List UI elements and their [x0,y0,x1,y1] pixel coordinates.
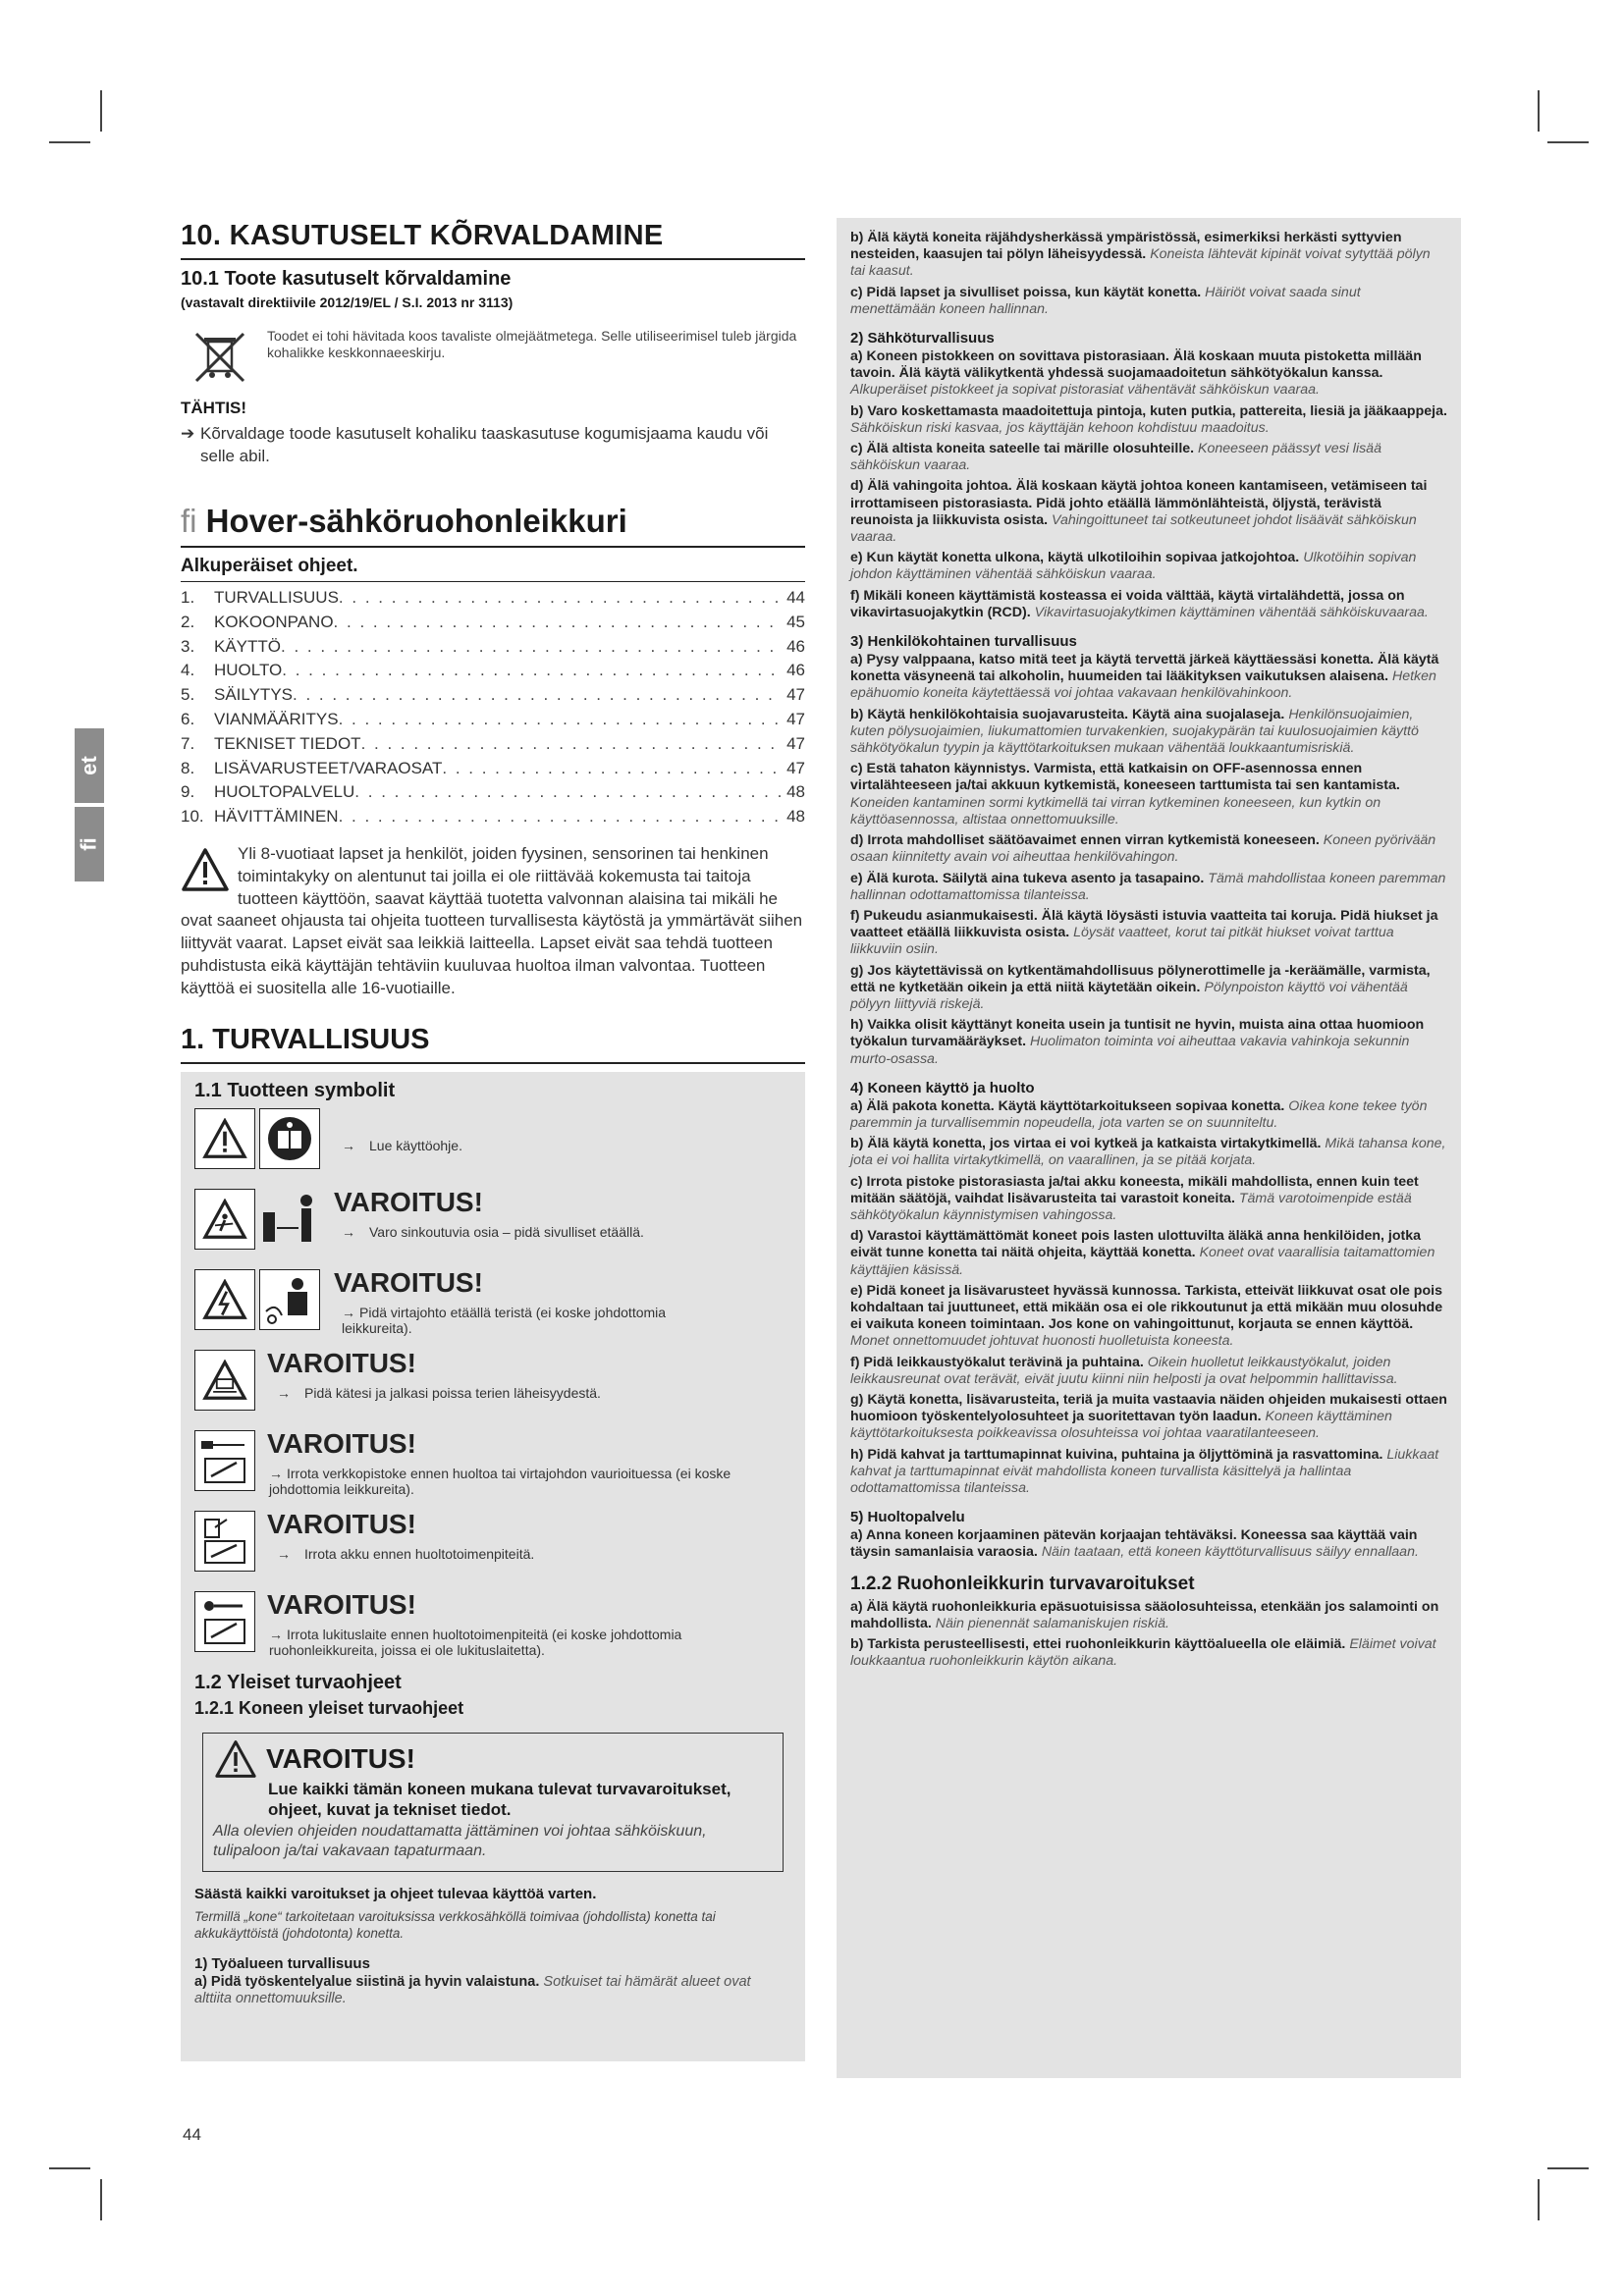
item-italic: Koneiden kantaminen sormi kytkimellä tai virran kytkeminen koneeseen, kun kytkin on käyttöasennossa, altistaa onnettomuuksille. [850,794,1381,828]
symbol-row [194,1266,791,1338]
safety-item [850,1098,1447,1132]
item-bold: b) Älä käytä konetta, jos virtaa ei voi kytkeä ja katkaista virtakytkimellä. [850,1136,1322,1152]
safety-item [850,230,1447,281]
safety-item [850,707,1447,758]
toc-leader [339,708,782,732]
symbol-text: Irrota lukituslaite ennen huoltotoimenpiteitä (ei koske johdottomia ruohonleikkureita, joissa ei ole lukituslaitetta). [269,1626,682,1658]
toc-leader [339,805,782,829]
arrow-icon: ➔ [181,424,195,443]
symbol-text: Pidä kätesi ja jalkasi poissa terien läheisyydestä. [304,1384,601,1401]
item-italic: Hetken epähuomio koneita käytettäessä voi johtaa vakavaan henkilövahinkoon. [850,668,1436,702]
electric-shock-icon [194,1269,255,1330]
item-bold: a) Älä käytä ruohonleikkuria epäsuotuisissa sääolosuhteissa, etenkään jos salamointi on mahdollista. [850,1598,1439,1631]
crop-mark [100,90,102,132]
item-italic: Sotkuiset tai hämärät alueet ovat alttiita onnettomuuksille. [194,1973,751,2007]
safety-item [850,832,1447,866]
toc-title: TURVALLISUUS [214,588,339,607]
toc-num: 8. [181,758,195,777]
symbol-title: VAROITUS! [267,1427,416,1459]
crop-mark [1547,141,1589,143]
symbol-title: VAROITUS! [267,1508,416,1539]
warning-bold-text: Lue kaikki tämän koneen mukana tulevat turvavaroitukset, ohjeet, kuvat ja tekniset tiedot. [268,1779,731,1819]
item-italic: Huolimaton toiminta voi aiheuttaa vakavia vahinkoja sekunnin murto-osassa. [850,1034,1410,1067]
page-number: 44 [183,2125,201,2144]
safety-item [850,1228,1447,1279]
item-italic: Vahingoittuneet tai sotkeutuneet johdot lisäävät sähköiskun vaaraa. [850,511,1417,546]
item-italic: Henkilönsuojaimien, kuten pölysuojaimien, liukumattomien turvakenkien, suojakypärän tai kuulosuojaimien käyttö sähkötyökalun tyypin ja käyttötarkoituksen mukaan vähentää loukkaantumisriskiä. [850,706,1419,757]
toc-title: HÄVITTÄMINEN [214,807,339,827]
safety-item [850,908,1447,959]
item-italic: Sähköiskun riski kasvaa, jos käyttäjän kehoon kohdistuu maadoitus. [850,419,1270,436]
crop-mark [1538,90,1540,132]
toc-leader [282,659,782,683]
symbol-text: Pidä virtajohto etäällä teristä (ei koske johdottomia leikkureita). [342,1304,667,1336]
item-bold: c) Estä tahaton käynnistys. Varmista, että katkaisin on OFF-asennossa ennen virtalähteeseen ja/tai akkuun kytkemistä, koneeseen tarttumista tai sen kantamista. [850,761,1400,794]
remove-battery-icon [194,1511,255,1572]
arrow-icon: → [342,1137,355,1153]
safety-item [850,403,1447,437]
lang-tab-et[interactable] [75,728,104,803]
symbol-row [194,1588,791,1660]
symbol-text: Varo sinkoutuvia osia – pidä sivulliset etäällä. [369,1223,644,1240]
item-bold: b) Tarkista perusteellisesti, ettei ruohonleikkurin käyttöalueella ole eläimiä. [850,1636,1346,1653]
crop-mark [1547,2167,1589,2169]
safety-item [850,1392,1447,1443]
item-bold: c) Älä altista koneita sateelle tai märille olosuhteille. [850,441,1195,457]
hands-feet-blade-icon [194,1350,255,1411]
item-italic: Löysät vaatteet, korut tai pitkät hiukset voivat tarttua liikkuviin osiin. [850,925,1394,958]
toc-title: HUOLTO [214,661,283,680]
lang-tab-label: fi [76,837,101,851]
toc-num: 1. [181,588,195,607]
weee-notice [181,328,805,387]
warning-triangle-icon [181,847,230,892]
toc-title: VIANMÄÄRITYS [214,709,339,728]
product-title-text: Hover-sähköruohonleikkuri [205,503,627,539]
toc-num: 3. [181,636,195,656]
read-manual-icon [259,1108,320,1169]
safety-item [850,871,1447,904]
work-area-title: 1) Työalueen turvallisuus [194,1954,370,1972]
toc-num: 10. [181,807,204,827]
item-italic: Koneet ovat vaarallisia taitamattomien käyttäjien käsissä. [850,1245,1435,1278]
item-italic: Oikein huolletut leikkaustyökalut, joiden leikkausreunat ovat terävät, eivät juutu kiinni niin helposti ja ovat helpommin hallittavissa. [850,1354,1398,1387]
item-bold: d) Irrota mahdolliset säätöavaimet ennen virran kytkemistä koneeseen. [850,832,1320,849]
toc-page: 47 [786,733,805,753]
toc-title: LISÄVARUSTEET/VARAOSAT [214,758,443,777]
item-italic: Alkuperäiset pistokkeet ja sopivat pistorasiat vähentävät sähköiskun vaaraa. [850,382,1320,399]
item-bold: f) Pukeudu asianmukaisesti. Älä käytä löysästi istuvia vaatteita tai koruja. Pidä hiukset ja vaatteet etäällä liikkuvista osista. [850,907,1438,941]
safety-item [850,1599,1447,1632]
symbol-title: VAROITUS! [267,1588,416,1620]
symbol-text: Irrota akku ennen huoltotoimenpiteitä. [304,1545,535,1562]
subsection-heading: 1.2.2 Ruohonleikkurin turvavaroitukset [850,1573,1195,1594]
arrow-icon: → [269,1465,283,1481]
directive-text: (vastavalt direktiivile 2012/19/EL / S.I. 2013 nr 3113) [181,294,514,310]
section-heading: 3) Henkilökohtainen turvallisuus [850,633,1077,651]
arrow-icon: → [269,1626,283,1642]
item-italic: Oikea kone tekee työn paremmin ja turvallisemmin nopeudella, jota varten se on suunniteltu. [850,1097,1428,1131]
disposal-subtitle: 10.1 Toote kasutuselt kõrvaldamine [181,268,512,290]
item-bold: e) Kun käytät konetta ulkona, käytä ulkotiloihin sopivaa jatkojohtoa. [850,550,1300,566]
toc-leader [293,683,782,708]
remove-key-icon [194,1591,255,1652]
toc-leader [334,611,782,635]
important-text [181,422,805,467]
section-heading: 4) Koneen käyttö ja huolto [850,1079,1035,1096]
toc-title: SÄILYTYS [214,685,293,705]
safety-item [850,1527,1447,1561]
warning-triangle-icon [213,1739,258,1779]
item-italic: Näin taataan, että koneen käyttöturvallisuus säilyy ennallaan. [1041,1544,1419,1561]
thrown-objects-icon [194,1189,255,1250]
item-italic: Tämä mahdollistaa koneen paremman hallinnan odottamattomissa tilanteissa. [850,870,1446,903]
item-bold: e) Pidä koneet ja lisävarusteet hyvässä kunnossa. Tarkista, etteivät liikkuvat osat ole pois kohdaltaan tai juuttuneet, että mikään osa ei ole rikkoutunut ja että mikään muu olosuhde ei vaikuta koneen toimintaan. Jos kone on vahingoittunut, korjauta se ennen käyttöä. [850,1282,1443,1333]
safety-item [850,441,1447,474]
keep-distance-icon [259,1189,320,1250]
toc-item[interactable] [181,732,805,757]
item-italic: Koneista lähtevät kipinät voivat sytyttää pölyn tai kaasut. [850,246,1431,280]
children-warning-text: Yli 8-vuotiaat lapset ja henkilöt, joiden fyysinen, sensorinen tai henkinen toimintakyky on alentunut tai joilla ei ole riittävää kokemusta tai taitoja tuotteen käyttöön, saavat käyttää tuotetta valvonnan alaisina tai mikäli he ovat saaneet ohjausta tai ohjeita tuotteen turvallisesta käytöstä ja ymmärtävät siihen liittyvät vaarat. Lapset eivät saa leikkiä laitteella. Lapset eivät saa tehdä tuotteen puhdistusta eikä käyttäjän tehtäviin kuuluvaa huoltoa ilman valvontaa. Tuotteen käyttöä ei suositella alle 16-vuotiaille. [181,843,803,997]
item-italic: Liukkaat kahvat ja tarttumapinnat eivät mahdollista koneen turvallista käsittelyä ja hallintaa odottamattomissa tilanteissa. [850,1446,1439,1496]
item-bold: c) Irrota pistoke pistorasiasta ja/tai akku koneesta, mikäli mahdollista, ennen kuin teet mitään säätöjä, vaihdat lisävarusteita tai varastoit koneita. [850,1173,1419,1206]
toc-page: 47 [786,709,805,728]
crop-mark [1538,2179,1540,2220]
toc-leader [339,586,782,611]
arrow-icon: → [277,1545,291,1562]
toc-title: KOKOONPANO [214,612,334,631]
item-italic: Mikä tahansa kone, jota ei voi hallita virtakytkimellä, on vaarallinen, ja se pitää korjata. [850,1136,1446,1169]
symbol-title: VAROITUS! [334,1266,483,1298]
item-bold: a) Koneen pistokkeen on sovittava pistorasiaan. Älä koskaan muuta pistoketta millään tavoin. Älä käytä välikytkentä yhdessä suojamaadoitetun sähkötyökalun kanssa. [850,348,1422,382]
toc-num: 7. [181,733,195,753]
safety-item [850,1017,1447,1068]
symbol-row [194,1108,791,1177]
safety-item [850,1174,1447,1225]
toc-page: 46 [786,636,805,656]
item-bold: c) Pidä lapset ja sivulliset poissa, kun käytät konetta. [850,284,1202,300]
item-bold: b) Käytä henkilökohtaisia suojavarusteita. Käytä aina suojalaseja. [850,706,1285,722]
important-text-body: Kõrvaldage toode kasutuselt kohaliku taaskasutuse kogumisjaama kaudu või selle abil. [200,424,769,465]
table-of-contents [181,586,805,829]
crop-mark [49,141,90,143]
machine-safety-title: 1.2.1 Koneen yleiset turvaohjeet [194,1697,464,1718]
item-bold: f) Pidä leikkaustyökalut terävinä ja puhtaina. [850,1354,1144,1370]
item-bold: f) Mikäli koneen käyttämistä kosteassa ei voida välttää, käytä virtalähdettä, jossa on vikavirtasuojakytkin (RCD). [850,587,1405,620]
toc-item[interactable] [181,757,805,781]
symbol-row [194,1508,791,1579]
symbol-row [194,1347,791,1418]
toc-page: 48 [786,782,805,802]
right-column [837,218,1461,2078]
symbol-row [194,1427,791,1499]
safety-item [850,550,1447,583]
toc-item[interactable] [181,586,805,611]
crop-mark [49,2167,90,2169]
safety-item [850,348,1447,400]
safety-item [850,1447,1447,1498]
crossed-bin-icon [190,328,249,387]
safety-item [850,478,1447,546]
general-safety-title: 1.2 Yleiset turvaohjeet [194,1671,402,1693]
warning-italic-text: Alla olevien ohjeiden noudattamatta jättäminen voi johtaa sähköiskuun, tulipaloon ja/tai vakavaan tapaturmaan. [213,1822,707,1859]
item-italic: Eläimet voivat loukkaantua ruohonleikkurin käytön aikana. [850,1636,1436,1670]
toc-leader [281,635,782,660]
safety-item [850,963,1447,1014]
toc-num: 6. [181,709,195,728]
toc-num: 5. [181,685,195,705]
item-italic: Vikavirtasuojakytkimen käyttäminen vähentää sähköiskuvaaraa. [1034,604,1429,620]
warning-title: VAROITUS! [266,1742,415,1774]
toc-num: 9. [181,782,195,802]
section-heading: 2) Sähköturvallisuus [850,330,995,347]
safety-item [850,285,1447,318]
toc-page: 48 [786,807,805,827]
lang-tab-fi[interactable] [75,807,104,881]
symbol-title: VAROITUS! [334,1186,483,1217]
safety-item [850,761,1447,828]
crop-mark [100,2179,102,2220]
item-bold: g) Käytä konetta, lisävarusteita, teriä ja muita vastaavia näiden ohjeiden mukaisesti ottaen huomioon työskentelyolosuhteet ja suoritettavan työn laadun. [850,1391,1447,1425]
item-italic: Häiriöt voivat saada sinut menettämään koneen hallinnan. [850,284,1361,317]
arrow-icon: → [277,1384,291,1401]
symbol-text: Irrota verkkopistoke ennen huoltoa tai virtajohdon vaurioituessa (ei koske johdottomia leikkureita). [269,1465,731,1497]
save-instructions: Säästä kaikki varoitukset ja ohjeet tulevaa käyttöä varten. [194,1885,597,1902]
original-instructions: Alkuperäiset ohjeet. [181,556,805,582]
section-heading: 5) Huoltopalvelu [850,1509,965,1526]
item-bold: e) Älä kurota. Säilytä aina tukeva asento ja tasapaino. [850,870,1205,886]
safety-item [850,1355,1447,1388]
toc-num: 4. [181,661,195,680]
item-bold: h) Vaikka olisit käyttänyt koneita usein ja tuntisit ne hyvin, muista aina ottaa huomioon työkalun turvamääräykset. [850,1017,1425,1050]
left-column [181,218,805,2061]
toc-item[interactable] [181,611,805,635]
symbol-row [194,1186,791,1257]
toc-num: 2. [181,612,195,631]
symbols-title: 1.1 Tuotteen symbolit [194,1079,396,1101]
toc-item[interactable] [181,805,805,829]
chapter-title: 10. KASUTUSELT KÕRVALDAMINE [181,218,805,260]
toc-title: KÄYTTÖ [214,636,282,656]
toc-item[interactable] [181,780,805,805]
unplug-icon [194,1430,255,1491]
item-bold: d) Älä vahingoita johtoa. Älä koskaan käytä johtoa koneen kantamiseen, vetämiseen tai irrottamiseen pistorasiasta. Pidä johto etäällä lämmönlähteistä, öljystä, terävistä reunoista ja liikkuvista osista. [850,478,1428,528]
important-label: TÄHTIS! [181,399,247,417]
item-bold: h) Pidä kahvat ja tarttumapinnat kuivina, puhtaina ja öljyttöminä ja rasvattomina. [850,1446,1383,1463]
item-bold: a) Anna koneen korjaaminen pätevän korjaajan tehtäväksi. Koneessa saa käyttää vain täysin samanlaisia varaosia. [850,1527,1418,1561]
item-bold: a) Pysy valppaana, katso mitä teet ja käytä tervettä järkeä käyttäessäsi konetta. Älä käytä konetta väsyneenä tai alkoholin, huumeiden tai lääkityksen vaikutuksen alaisena. [850,652,1439,685]
item-italic: Koneen pyörivään osaan kiinnitetty avain voi aiheuttaa henkilövahingon. [850,832,1436,866]
item-italic: Tämä varotoimenpide estää sähkötyökalun käynnistymisen vahingossa. [850,1190,1412,1223]
safety-box [181,1072,805,2061]
item-italic: Koneeseen päässyt vesi lisää sähköiskun vaaraa. [850,441,1381,474]
item-italic: Pölynpoiston käyttö voi vähentää pölyyn liittyviä riskejä. [850,979,1408,1012]
general-warning-box [202,1733,784,1872]
item-bold: b) Varo koskettamasta maadoitettuja pintoja, kuten putkia, pattereita, liesiä ja jääkaappeja. [850,402,1447,419]
item-italic: Monet onnettomuudet johtuvat huonosti huolletuista koneesta. [850,1333,1234,1350]
toc-item[interactable] [181,635,805,660]
weee-text: Toodet ei tohi hävitada koos tavaliste olmejäätmetega. Selle utiliseerimisel tuleb järgida kohalikke keskkonnaeeskirju. [267,328,797,360]
toc-leader [361,732,782,757]
item-bold: a) Älä pakota konetta. Käytä käyttötarkoitukseen sopivaa konetta. [850,1097,1285,1114]
item-italic: Koneen käyttäminen käyttötarkoituksesta poikkeavissa olosuhteissa voi johtaa vaaratilanteeseen. [850,1409,1392,1442]
toc-leader [442,757,782,781]
toc-item[interactable] [181,708,805,732]
toc-title: HUOLTOPALVELU [214,782,355,802]
toc-page: 44 [786,588,805,607]
safety-title: 1. TURVALLISUUS [181,1024,805,1064]
work-area-item [194,1974,791,2008]
language-code: fi [181,503,197,539]
safety-item [850,652,1447,703]
arrow-icon: → [342,1223,355,1240]
cable-blade-icon [259,1269,320,1330]
item-bold: b) Älä käytä koneita räjähdysherkässä ympäristössä, esimerkiksi herkästi syttyvien nesteiden, kaasujen tai pölyn läheisyydessä. [850,230,1402,263]
toc-item[interactable] [181,659,805,683]
symbol-text: Lue käyttöohje. [369,1137,462,1153]
toc-page: 45 [786,612,805,631]
arrow-icon: → [342,1304,355,1320]
toc-page: 47 [786,758,805,777]
toc-leader [354,780,782,805]
toc-item[interactable] [181,683,805,708]
toc-title: TEKNISET TIEDOT [214,733,361,753]
item-italic: Näin pienennät salamaniskujen riskiä. [935,1615,1169,1631]
children-warning [181,843,805,1000]
safety-item [850,1636,1447,1670]
product-title [181,503,805,548]
item-bold: g) Jos käytettävissä on kytkentämahdollisuus pölynerottimelle ja -keräämälle, varmista, että ne kytketään oikein ja että niitä käytetään oikein. [850,962,1431,995]
term-definition: Termillä „kone“ tarkoitetaan varoituksissa verkkosähköllä toimivaa (johdollista) konetta tai akkukäyttöistä (johdotonta) konetta. [194,1908,716,1941]
lang-tab-label: et [77,756,101,775]
item-italic: Ulkotöihin sopivan johdon käyttäminen vähentää sähköiskun vaaraa. [850,550,1417,583]
symbol-title: VAROITUS! [267,1347,416,1378]
toc-page: 47 [786,685,805,705]
safety-item [850,588,1447,621]
safety-item [850,1136,1447,1169]
item-bold: a) Pidä työskentelyalue siistinä ja hyvin valaistuna. [194,1973,540,1990]
warning-icon [194,1108,255,1169]
toc-page: 46 [786,661,805,680]
item-bold: d) Varastoi käyttämättömät koneet pois lasten ulottuvilta äläkä anna henkilöiden, jotka eivät tunne konetta tai näitä ohjeita, käyttää konetta. [850,1228,1422,1261]
safety-item [850,1283,1447,1351]
